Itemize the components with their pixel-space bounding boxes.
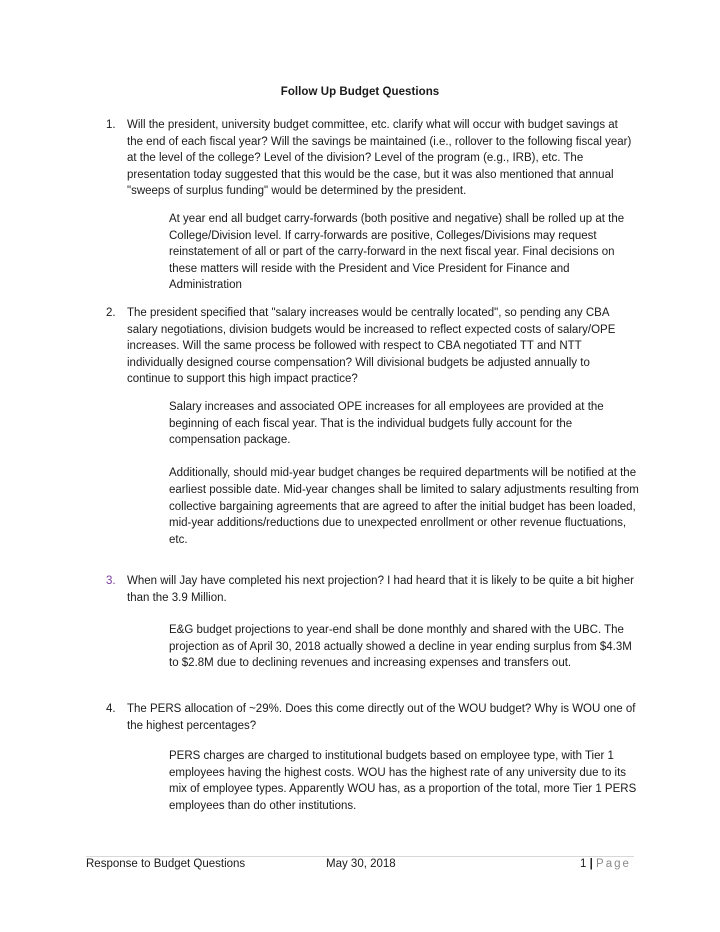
question-number: 4. xyxy=(106,703,116,715)
question-number: 3. xyxy=(106,575,116,587)
answer-1 xyxy=(169,211,639,294)
question-text: Will the president, university budget committee, etc. clarify what will occur with budget savings at the end of each fiscal year? Will the savings be maintained (i.e., rollover to the following fiscal year) at the level of the college? Level of the division? Level of the program (e.g., IRB), etc. The presentation today suggested that this would be the case, but it was also mentioned that annual "sweeps of surplus funding" would be determined by the president. xyxy=(127,119,632,198)
question-text: The president specified that "salary increases would be centrally located", so pending any CBA salary negotiations, division budgets would be increased to reflect expected costs of salary/OPE increases. Will the same process be followed with respect to CBA negotiated TT and NTT individually designed course compensation? Will divisional budgets be adjusted annually to continue to support this high impact practice? xyxy=(127,307,616,386)
answer-3 xyxy=(169,622,639,672)
footer-divider xyxy=(86,856,634,857)
question-text: When will Jay have completed his next projection? I had heard that it is likely to be quite a bit higher than the 3.9 Million. xyxy=(127,575,634,604)
question-4 xyxy=(106,701,636,734)
page-label: Page xyxy=(596,858,631,870)
answer-paragraph: Salary increases and associated OPE increases for all employees are provided at the beginning of each fiscal year. That is the individual budgets fully account for the compensation package. xyxy=(169,401,604,447)
answer-paragraph: PERS charges are charged to institutional budgets based on employee type, with Tier 1 employees having the highest costs. WOU has the highest rate of any university due to its mix of employee types. Apparently WOU has, as a proportion of the total, more Tier 1 PERS employees than do other institutions. xyxy=(169,750,637,812)
footer-date: May 30, 2018 xyxy=(326,858,396,870)
page-number: 1 xyxy=(580,858,587,870)
footer-page-indicator xyxy=(580,858,631,870)
question-number: 1. xyxy=(106,119,116,131)
answer-2 xyxy=(169,399,639,548)
answer-4 xyxy=(169,748,639,814)
footer-document-name: Response to Budget Questions xyxy=(86,858,246,870)
question-text: The PERS allocation of ~29%. Does this come directly out of the WOU budget? Why is WOU one of the highest percentages? xyxy=(127,703,636,732)
page-title: Follow Up Budget Questions xyxy=(280,86,440,98)
question-3 xyxy=(106,573,636,606)
answer-paragraph: Additionally, should mid-year budget changes be required departments will be notified at the earliest possible date. Mid-year changes shall be limited to salary adjustments resulting from collective bargaining agreements that are agreed to after the initial budget has been loaded, mid-year additions/reductions due to unexpected enrollment or other revenue fluctuations, etc. xyxy=(169,467,639,546)
answer-paragraph: E&G budget projections to year-end shall be done monthly and shared with the UBC. The projection as of April 30, 2018 actually showed a decline in year ending surplus from $4.3M to $2.8M due to declining revenues and increasing expenses and transfers out. xyxy=(169,624,632,670)
page-separator: | xyxy=(589,858,593,870)
question-2 xyxy=(106,305,636,388)
question-number: 2. xyxy=(106,307,116,319)
answer-paragraph: At year end all budget carry-forwards (both positive and negative) shall be rolled up at the College/Division level. If carry-forwards are positive, Colleges/Divisions may request reinstatement of all or part of the carry-forward in the next fiscal year. Final decisions on these matters will reside with the President and Vice President for Finance and Administration xyxy=(169,213,625,292)
question-1 xyxy=(106,117,636,200)
